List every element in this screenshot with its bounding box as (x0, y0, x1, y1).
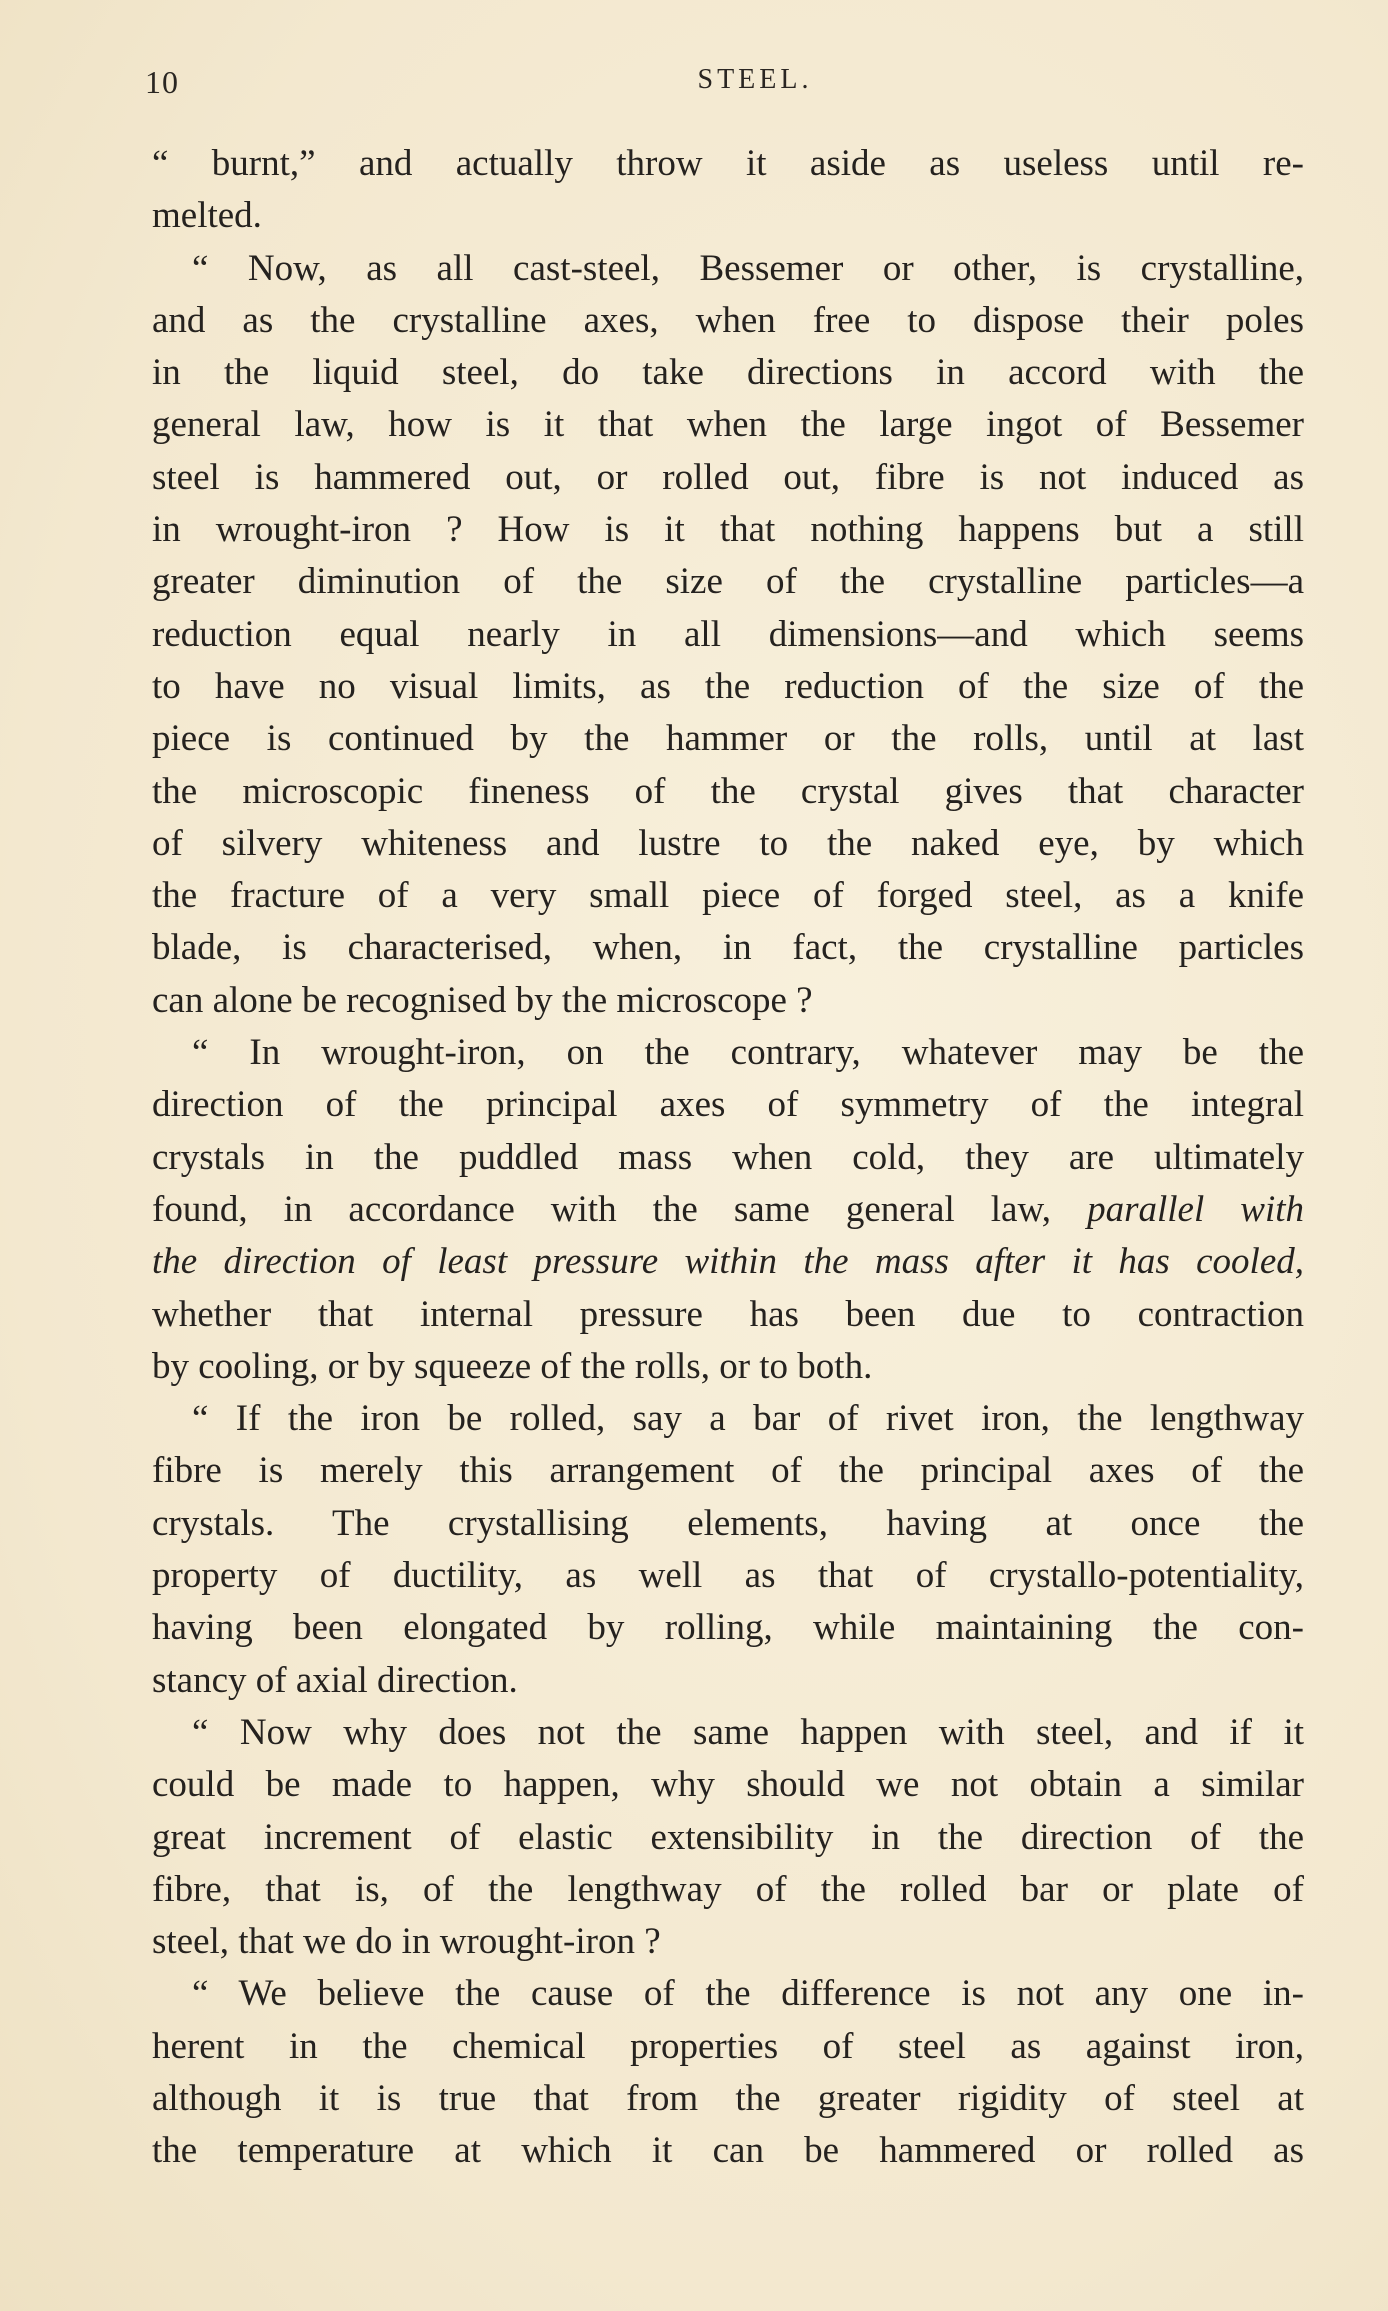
line-text: could be made to happen, why should we not obtain a similar (152, 1764, 1304, 1806)
line-text: although it is true that from the greater rigidity of steel at (152, 2077, 1304, 2119)
text-line (152, 1550, 1304, 1602)
text-line (152, 766, 1304, 818)
text-line (152, 1341, 1304, 1393)
line-text: to have no visual limits, as the reduction of the size of the (152, 665, 1304, 707)
text-line (152, 295, 1304, 347)
line-text: having been elongated by rolling, while maintaining the con- (152, 1607, 1304, 1649)
line-text: crystals in the puddled mass when cold, they are ultimately (152, 1136, 1304, 1178)
line-text: piece is continued by the hammer or the rolls, until at last (152, 718, 1304, 760)
body-text (152, 138, 1304, 2178)
text-line (152, 1289, 1304, 1341)
line-text: steel is hammered out, or rolled out, fibre is not induced as (152, 456, 1304, 498)
line-text: in wrought-iron ? How is it that nothing happens but a still (152, 509, 1304, 551)
text-line (152, 609, 1304, 661)
line-text: whether that internal pressure has been due to contraction (152, 1293, 1304, 1335)
line-text: “ Now, as all cast-steel, Bessemer or other, is crystalline, (192, 247, 1304, 289)
line-text: “ We believe the cause of the difference is not any one in- (192, 1973, 1304, 2015)
line-text: can alone be recognised by the microscope ? (152, 979, 813, 1021)
line-text: the fracture of a very small piece of forged steel, as a knife (152, 875, 1304, 917)
line-text: fibre is merely this arrangement of the principal axes of the (152, 1450, 1304, 1492)
line-text: “ In wrought-iron, on the contrary, whatever may be the (192, 1032, 1304, 1074)
line-text: property of ductility, as well as that of crystallo-potentiality, (152, 1555, 1304, 1597)
text-line (152, 1864, 1304, 1916)
text-line (152, 1602, 1304, 1654)
text-line (152, 243, 1304, 295)
text-line (152, 1079, 1304, 1131)
line-text: in the liquid steel, do take directions in accord with the (152, 352, 1304, 394)
line-text: “ Now why does not the same happen with steel, and if it (192, 1711, 1304, 1753)
text-line (152, 138, 1304, 190)
text-line (152, 504, 1304, 556)
line-text: fibre, that is, of the lengthway of the rolled bar or plate of (152, 1868, 1304, 1910)
line-text: and as the crystalline axes, when free to dispose their poles (152, 299, 1304, 341)
text-line (152, 975, 1304, 1027)
line-text: steel, that we do in wrought-iron ? (152, 1921, 661, 1963)
text-line (152, 1759, 1304, 1811)
page-header (145, 64, 1305, 114)
text-line (152, 1027, 1304, 1079)
line-text: stancy of axial direction. (152, 1659, 518, 1701)
line-text: herent in the chemical properties of steel as against iron, (152, 2025, 1304, 2067)
text-line (152, 1498, 1304, 1550)
italic-text: parallel with (1087, 1188, 1305, 1230)
text-line (152, 818, 1304, 870)
text-line (152, 1968, 1304, 2020)
text-line (152, 1707, 1304, 1759)
line-text: direction of the principal axes of symmetry of the integral (152, 1084, 1304, 1126)
text-line (152, 870, 1304, 922)
line-text: reduction equal nearly in all dimensions—and which seems (152, 613, 1304, 655)
line-text: blade, is characterised, when, in fact, the crystalline particles (152, 927, 1304, 969)
text-line (152, 1236, 1304, 1288)
italic-text: the direction of least pressure within the mass after it has cooled, (152, 1241, 1304, 1283)
line-text: of silvery whiteness and lustre to the naked eye, by which (152, 822, 1304, 864)
line-text: greater diminution of the size of the crystalline particles—a (152, 561, 1304, 603)
text-line (152, 1393, 1304, 1445)
text-line (152, 1445, 1304, 1497)
line-text: by cooling, or by squeeze of the rolls, or to both. (152, 1345, 873, 1387)
text-line (152, 347, 1304, 399)
line-text: crystals. The crystallising elements, having at once the (152, 1502, 1304, 1544)
text-line (152, 2125, 1304, 2177)
line-text: general law, how is it that when the large ingot of Bessemer (152, 404, 1304, 446)
text-line (152, 1132, 1304, 1184)
text-line (152, 661, 1304, 713)
text-line (152, 399, 1304, 451)
text-line (152, 922, 1304, 974)
page-number: 10 (145, 64, 179, 100)
line-text: found, in accordance with the same general law, (152, 1188, 1052, 1230)
text-line (152, 190, 1304, 242)
line-text: melted. (152, 195, 262, 237)
line-text: the temperature at which it can be hammered or rolled as (152, 2130, 1304, 2172)
line-text: the microscopic fineness of the crystal gives that character (152, 770, 1304, 812)
text-line (152, 1812, 1304, 1864)
text-line (152, 452, 1304, 504)
text-line (152, 1184, 1304, 1236)
text-line (152, 713, 1304, 765)
running-title: STEEL. (697, 64, 813, 95)
text-line (152, 2021, 1304, 2073)
text-line (152, 1655, 1304, 1707)
text-line (152, 2073, 1304, 2125)
text-line (152, 556, 1304, 608)
line-text: “ burnt,” and actually throw it aside as useless until re- (152, 143, 1304, 184)
line-text: “ If the iron be rolled, say a bar of rivet iron, the lengthway (192, 1398, 1304, 1440)
text-line (152, 1916, 1304, 1968)
line-text: great increment of elastic extensibility in the direction of the (152, 1816, 1304, 1858)
